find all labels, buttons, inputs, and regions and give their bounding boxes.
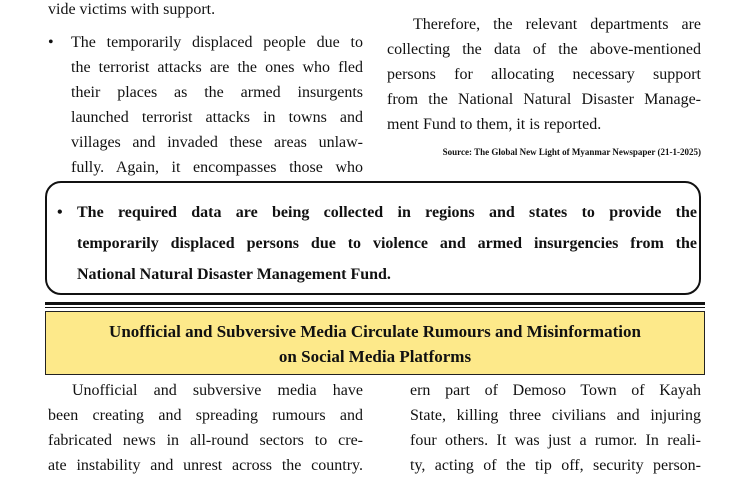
callout-box — [45, 181, 701, 295]
left-column-top — [48, 0, 363, 22]
callout-line: The required data are being collected in regions and states to provide the — [77, 204, 697, 221]
divider-thick — [45, 302, 705, 305]
paragraph-line: State, killing three civilians and injuring — [410, 407, 701, 424]
headline-line: Unofficial and Subversive Media Circulate Rumours and Misinformation — [109, 322, 641, 341]
right-column-top — [387, 12, 701, 137]
paragraph-line: Therefore, the relevant departments are — [413, 16, 701, 33]
bullet-marker: • — [57, 204, 63, 221]
paragraph-line: vide victims with support. — [48, 1, 216, 18]
paragraph-line: ty, acting of the tip off, security person- — [410, 457, 701, 474]
paragraph-line: ment Fund to them, it is reported. — [387, 116, 602, 133]
headline-banner — [45, 311, 705, 375]
bullet-marker: • — [48, 34, 54, 51]
paragraph-line: Unofficial and subversive media have — [72, 382, 363, 399]
paragraph-line: launched terrorist attacks in towns and — [71, 109, 363, 126]
source-citation: Source: The Global New Light of Myanmar Newspaper (21-1-2025) — [442, 147, 701, 157]
paragraph-line: the terrorist attacks are the ones who fled — [71, 59, 363, 76]
callout-line: temporarily displaced persons due to violence and armed insurgencies from the — [77, 235, 697, 252]
paragraph-line: ern part of Demoso Town of Kayah — [410, 382, 701, 399]
paragraph-line: been creating and spreading rumours and — [48, 407, 363, 424]
callout-text — [77, 197, 697, 290]
callout-line: National Natural Disaster Management Fund. — [77, 266, 391, 283]
paragraph-line: four others. It was just a rumor. In reali- — [410, 432, 701, 449]
paragraph-line: persons for allocating necessary support — [387, 66, 701, 83]
paragraph-line: The temporarily displaced people due to — [71, 34, 363, 51]
paragraph-line: collecting the data of the above-mentioned — [387, 41, 701, 58]
paragraph-line: ate instability and unrest across the country. — [48, 457, 363, 474]
left-column-bottom — [48, 378, 363, 478]
divider-thin — [45, 307, 705, 308]
paragraph-line: villages and invaded these areas unlaw- — [71, 134, 363, 151]
right-column-bottom — [410, 378, 701, 478]
paragraph-line: fully. Again, it encompasses those who — [71, 159, 363, 176]
bullet-paragraph — [71, 30, 363, 180]
headline-line: on Social Media Platforms — [278, 347, 472, 366]
paragraph-line: fabricated news in all-round sectors to cre- — [48, 432, 363, 449]
paragraph-line: their places as the armed insurgents — [71, 84, 363, 101]
paragraph-line: from the National Natural Disaster Manage- — [387, 91, 701, 108]
